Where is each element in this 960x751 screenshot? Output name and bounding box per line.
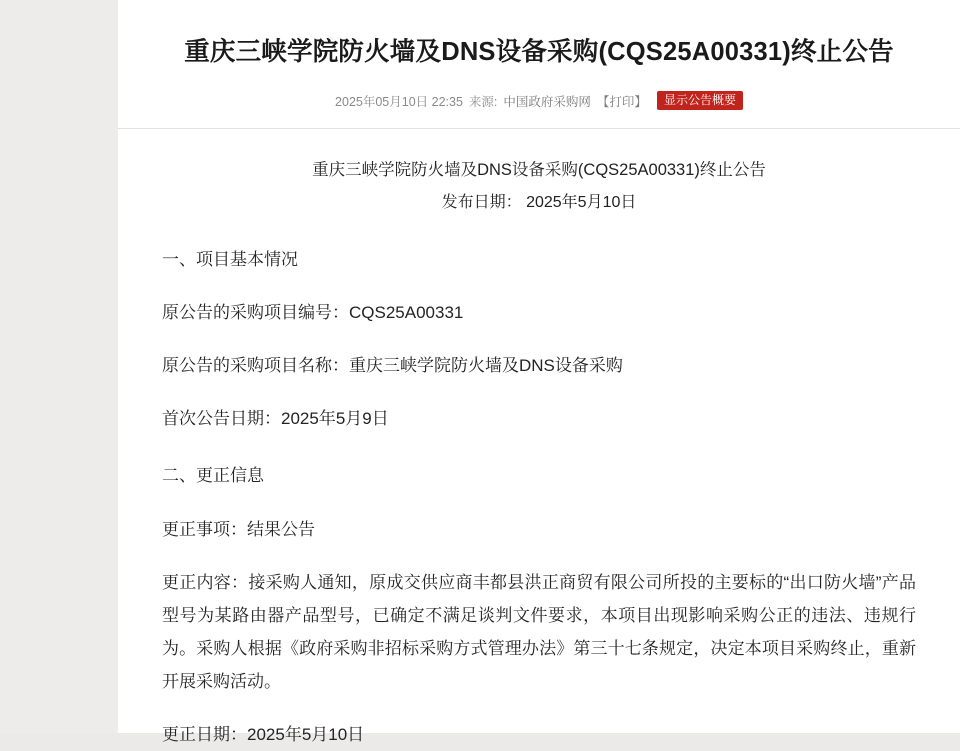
document-title-line: 重庆三峡学院防火墙及DNS设备采购(CQS25A00331)终止公告 [312, 161, 766, 180]
correction-content-row [162, 566, 916, 699]
correction-content-value: 接采购人通知，原成交供应商丰都县洪正商贸有限公司所投的主要标的“出口防火墙”产品型号为某路由器产品型号，已确定不满足谈判文件要求，本项目出现影响采购公正的违法、违规行为。采购人根据《政府采购非招标采购方式管理办法》第三十七条规定，决定本项目采购终止，重新开展采购活动。 [162, 572, 916, 692]
section-heading-two: 二、更正信息 [162, 466, 264, 486]
show-summary-badge[interactable]: 显示公告概要 [657, 91, 743, 110]
section-heading-one: 一、项目基本情况 [162, 249, 298, 269]
document-publish-line: 发布日期： 2025年5月10日 [441, 194, 637, 212]
project-number-value: CQS25A00331 [349, 303, 464, 323]
article-body [118, 129, 960, 751]
source-link[interactable]: 中国政府采购网 [503, 94, 591, 109]
project-number-row [162, 296, 916, 329]
first-notice-row [162, 402, 916, 435]
source-label: 来源: [468, 94, 498, 109]
correction-item-row [162, 513, 916, 546]
correction-item-value: 结果公告 [247, 519, 315, 539]
article-header [118, 0, 960, 129]
print-button[interactable]: 【打印】 [596, 94, 647, 109]
article-meta [118, 91, 960, 110]
project-name-row [162, 349, 916, 382]
correction-item-label: 更正事项： [162, 519, 247, 539]
correction-content-label: 更正内容： [162, 572, 249, 592]
page-left-margin [0, 0, 118, 733]
first-notice-value: 2025年5月9日 [281, 409, 389, 429]
article-sheet [118, 0, 960, 745]
correction-date-row [162, 718, 916, 751]
publish-datetime: 2025年05月10日 22:35 [335, 94, 463, 109]
project-number-label: 原公告的采购项目编号： [162, 303, 349, 323]
project-name-value: 重庆三峡学院防火墙及DNS设备采购 [349, 356, 623, 376]
first-notice-label: 首次公告日期： [162, 409, 281, 429]
project-name-label: 原公告的采购项目名称： [162, 356, 349, 376]
page-title: 重庆三峡学院防火墙及DNS设备采购(CQS25A00331)终止公告 [184, 38, 894, 66]
correction-date-value: 2025年5月10日 [247, 725, 365, 745]
correction-date-label: 更正日期： [162, 725, 247, 745]
